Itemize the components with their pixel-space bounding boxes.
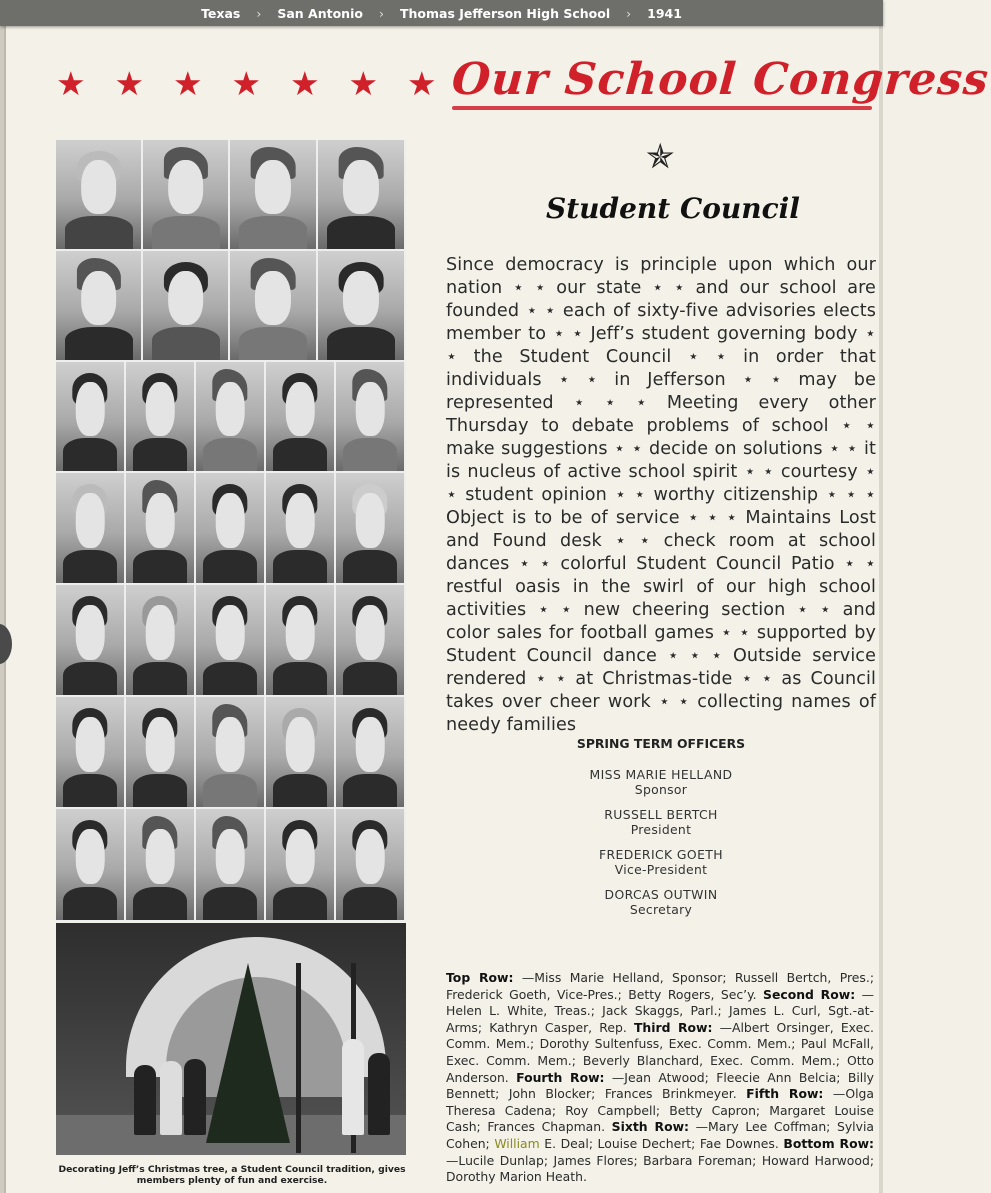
portrait-photo bbox=[230, 251, 318, 362]
officer-name: FREDERICK GOETH bbox=[599, 847, 723, 862]
star-icon: ★ bbox=[231, 64, 262, 103]
portrait-photo bbox=[126, 362, 196, 473]
portrait-photo bbox=[56, 585, 126, 697]
row-names: Helen L. White, Treas.; Jack Skaggs, Parl.; James L. Curl, Sgt.-at-Arms; Kathryn Casper, Rep. bbox=[446, 1003, 874, 1035]
portrait-photo bbox=[196, 473, 266, 585]
dash: — bbox=[695, 1119, 709, 1135]
officer-role: Sponsor bbox=[634, 782, 688, 797]
officer-entry bbox=[446, 887, 876, 917]
portrait-photo bbox=[336, 809, 406, 922]
star-icon: ★ bbox=[348, 64, 379, 103]
row-label: Top Row: bbox=[446, 970, 514, 985]
photo-caption: Decorating Jeff’s Christmas tree, a Student Council tradition, gives members plenty of fun and exercise. bbox=[58, 1164, 406, 1186]
page-edge bbox=[879, 26, 883, 1193]
portrait-photo bbox=[56, 140, 143, 251]
row-label: Fourth Row: bbox=[516, 1069, 605, 1085]
portrait-photo bbox=[336, 473, 406, 585]
dash: — bbox=[861, 986, 874, 1002]
portrait-photo bbox=[196, 809, 266, 922]
portrait-photo bbox=[266, 697, 336, 809]
officer-name: DORCAS OUTWIN bbox=[604, 887, 718, 902]
portrait-photo bbox=[143, 251, 230, 362]
section-title: Student Council bbox=[546, 192, 800, 225]
breadcrumb-city[interactable]: San Antonio bbox=[277, 5, 363, 21]
page-title: Our School Congress bbox=[450, 54, 991, 105]
star-icon: ★ bbox=[173, 64, 203, 103]
star-icon: ★ bbox=[114, 64, 145, 103]
portrait-photo bbox=[126, 585, 196, 697]
row-names: E. Deal; Louise Dechert; Fae Downes. bbox=[539, 1135, 779, 1151]
officer-entry bbox=[446, 847, 876, 877]
row-label: Second Row: bbox=[763, 986, 856, 1002]
portrait-photo bbox=[336, 697, 406, 809]
body-text: Since democracy is principle upon which our nation ⋆ ⋆ our state ⋆ ⋆ and our school are founded ⋆ ⋆ each of sixty-five advisories elects member to ⋆ ⋆ Jeff’s student governing body ⋆ ⋆ the Student Council ⋆ ⋆ in order that individuals ⋆ ⋆ in Jefferson ⋆ ⋆ may be represented ⋆ ⋆ ⋆ Meeting every other Thursday to debate problems of school ⋆ ⋆ make suggestions ⋆ ⋆ decide on solutions ⋆ ⋆ it is nucleus of active school spirit ⋆ ⋆ courtesy ⋆ ⋆ student opinion ⋆ ⋆ worthy citizenship ⋆ ⋆ ⋆ Object is to be of service ⋆ ⋆ ⋆ Maintains Lost and Found desk ⋆ ⋆ check room at school dances ⋆ ⋆ colorful Student Council Patio ⋆ ⋆ restful oasis in the swirl of our high school activities ⋆ ⋆ new cheering section ⋆ ⋆ and color sales for football games ⋆ ⋆ supported by Student Council dance ⋆ ⋆ ⋆ Outside service rendered ⋆ ⋆ at Christmas-tide ⋆ ⋆ as Council takes over cheer work ⋆ ⋆ collecting names of needy families bbox=[446, 255, 876, 735]
portrait-photo bbox=[56, 697, 126, 809]
dash: — bbox=[446, 1152, 459, 1168]
row-names: Mary Lee Coffman; Sylvia Cohen; bbox=[446, 1119, 874, 1151]
portrait-photo bbox=[126, 697, 196, 809]
portrait-photo bbox=[336, 585, 406, 697]
portrait-photo bbox=[126, 809, 196, 922]
portrait-grid bbox=[56, 140, 406, 922]
row-names: Jean Atwood; Fleecie Ann Belcia; Billy Bennett; John Blocker; Frances Brinkmeyer. bbox=[446, 1069, 874, 1102]
portrait-photo bbox=[318, 251, 406, 362]
row-label: Third Row: bbox=[633, 1019, 713, 1035]
officer-role: Secretary bbox=[629, 902, 693, 917]
row-names: Miss Marie Helland, Sponsor; Russell Bertch, Pres.; Frederick Goeth, Vice-Pres.; Betty Rogers, Sec’y. bbox=[446, 970, 874, 1002]
portrait-photo bbox=[230, 140, 318, 251]
star-icon: ★ bbox=[407, 64, 437, 103]
row-label: Fifth Row: bbox=[746, 1086, 824, 1102]
row-label: Bottom Row: bbox=[783, 1135, 874, 1151]
chevron-right-icon: › bbox=[378, 5, 384, 21]
portrait-photo bbox=[266, 473, 336, 585]
portrait-photo bbox=[56, 251, 143, 362]
row-names: Lucile Dunlap; James Flores; Barbara Foreman; Howard Harwood; Dorothy Marion Heath. bbox=[446, 1152, 874, 1185]
header-stars bbox=[56, 64, 466, 104]
portrait-photo bbox=[318, 140, 406, 251]
star-icon: ✯ bbox=[646, 137, 675, 177]
star-icon: ★ bbox=[56, 64, 86, 103]
portrait-photo bbox=[196, 585, 266, 697]
chevron-right-icon: › bbox=[256, 5, 262, 21]
row-names: Albert Orsinger, Exec. Comm. Mem.; Dorothy Sultenfuss, Exec. Comm. Mem.; Paul McFall, Exec. Comm. Mem.; Beverly Blanchard, Exec. Comm. Mem.; Otto Anderson. bbox=[446, 1019, 874, 1085]
breadcrumb bbox=[0, 0, 883, 26]
officer-entry bbox=[446, 767, 876, 797]
row-label: Sixth Row: bbox=[611, 1119, 690, 1135]
breadcrumb-school[interactable]: Thomas Jefferson High School bbox=[399, 5, 611, 21]
officer-role: President bbox=[630, 822, 692, 837]
portrait-photo bbox=[266, 585, 336, 697]
portrait-photo bbox=[56, 473, 126, 585]
row-names: Olga Theresa Cadena; Roy Campbell; Betty Capron; Margaret Louise Cash; Frances Chapman. bbox=[446, 1086, 874, 1135]
portrait-photo bbox=[266, 362, 336, 473]
officer-entry bbox=[446, 807, 876, 837]
officers-heading: SPRING TERM OFFICERS bbox=[576, 736, 746, 751]
chevron-right-icon: › bbox=[626, 5, 632, 21]
portrait-photo bbox=[56, 809, 126, 922]
portrait-photo bbox=[196, 697, 266, 809]
officer-role: Vice-President bbox=[614, 862, 708, 877]
dash: — bbox=[832, 1086, 846, 1102]
dash: — bbox=[611, 1069, 625, 1085]
officer-name: RUSSELL BERTCH bbox=[604, 807, 718, 822]
portrait-photo bbox=[56, 362, 126, 473]
names-caption bbox=[446, 970, 874, 1186]
dash: — bbox=[719, 1019, 732, 1035]
portrait-photo bbox=[126, 473, 196, 585]
title-flourish bbox=[452, 106, 872, 110]
star-icon: ★ bbox=[290, 64, 320, 103]
christmas-tree-photo bbox=[56, 923, 406, 1155]
officer-name: MISS MARIE HELLAND bbox=[589, 767, 733, 782]
breadcrumb-state[interactable]: Texas bbox=[201, 5, 241, 21]
highlighted-name: William bbox=[494, 1135, 540, 1151]
portrait-photo bbox=[266, 809, 336, 922]
breadcrumb-year[interactable]: 1941 bbox=[647, 5, 682, 21]
portrait-photo bbox=[143, 140, 230, 251]
officers-block bbox=[446, 736, 876, 927]
portrait-photo bbox=[196, 362, 266, 473]
portrait-photo bbox=[336, 362, 406, 473]
dash: — bbox=[521, 970, 535, 985]
